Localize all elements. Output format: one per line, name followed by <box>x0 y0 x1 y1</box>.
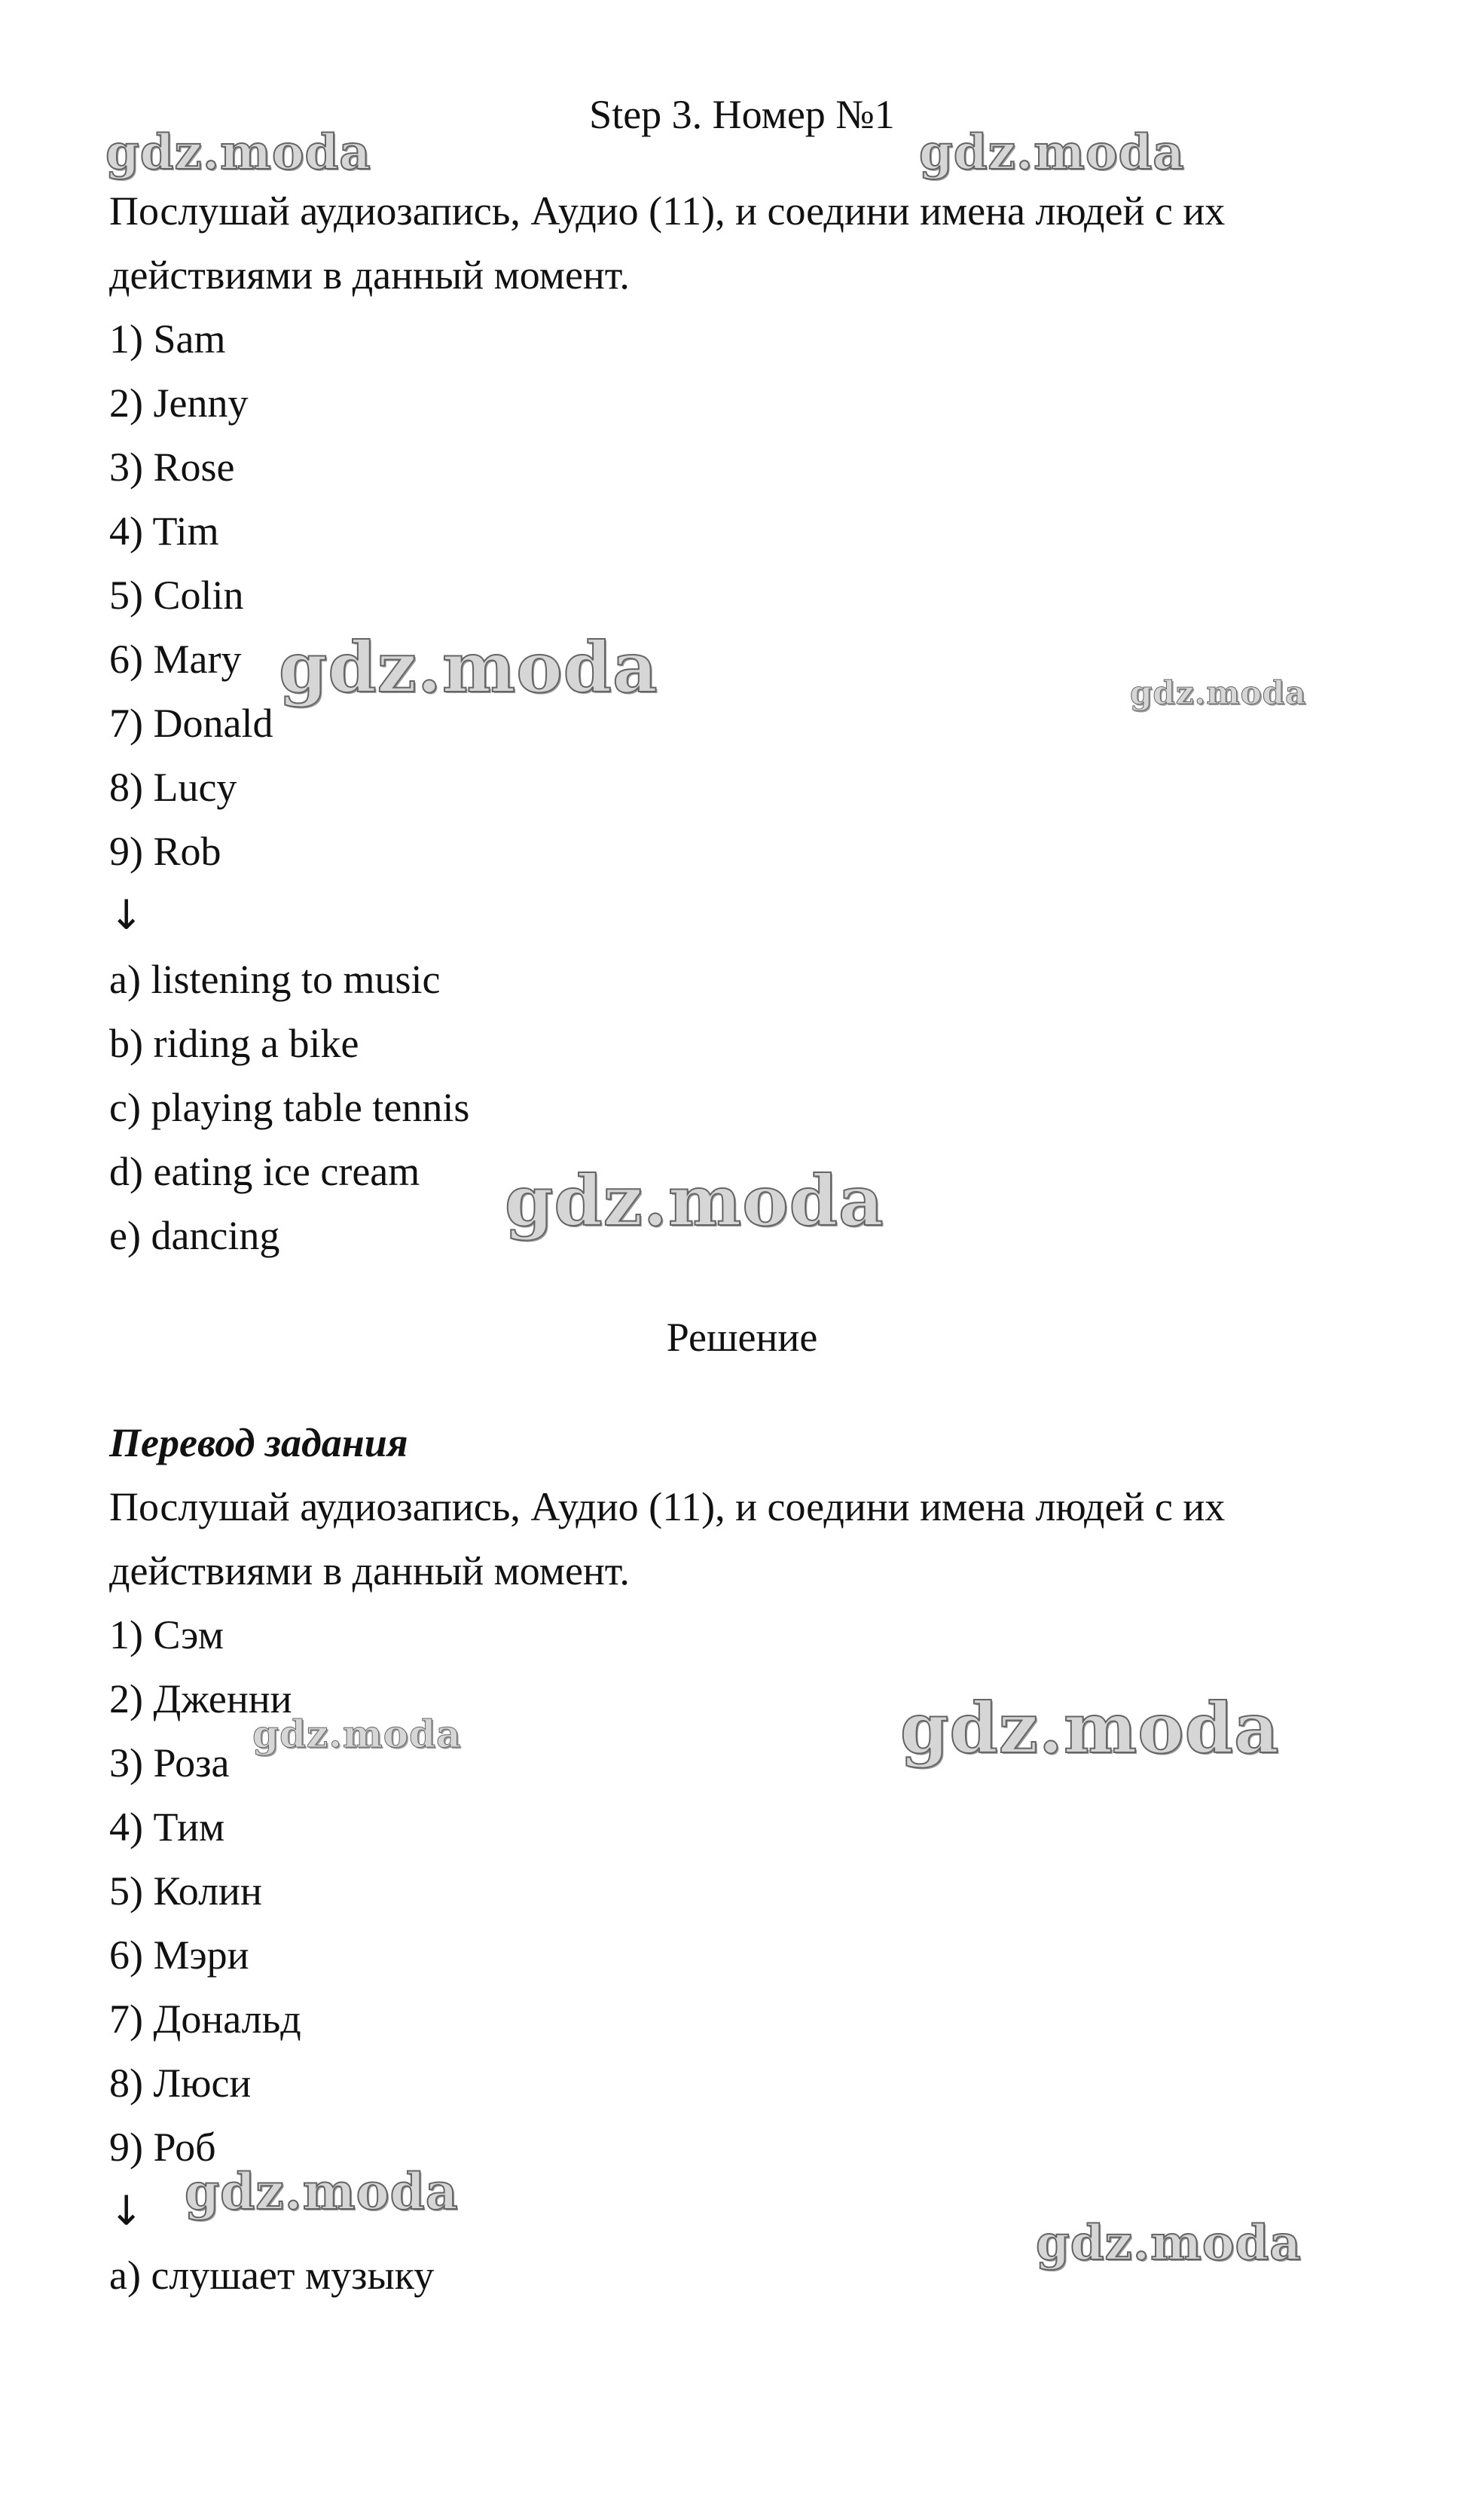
action-item: c) playing table tennis <box>109 1085 470 1130</box>
translated-name-item: 1) Сэм <box>109 1612 224 1657</box>
action-item: e) dancing <box>109 1213 280 1258</box>
watermark-logo: gdz.moda <box>185 2162 459 2221</box>
watermark-logo: gdz.moda <box>279 627 658 708</box>
page-title: Step 3. Номер №1 <box>589 92 895 137</box>
translation-prompt-line-2: действиями в данный момент. <box>109 1548 630 1593</box>
task-prompt-line-1: Послушай аудиозапись, Аудио (11), и соедини имена людей с их <box>109 188 1226 234</box>
name-item: 5) Colin <box>109 573 244 618</box>
task-prompt-line-2: действиями в данный момент. <box>109 252 630 298</box>
translated-name-item: 6) Мэри <box>109 1932 249 1978</box>
name-item: 6) Mary <box>109 637 242 682</box>
translated-name-item: 9) Роб <box>109 2125 216 2170</box>
action-item: d) eating ice cream <box>109 1149 420 1194</box>
name-item: 2) Jenny <box>109 380 249 426</box>
translated-name-item: 2) Дженни <box>109 1676 292 1721</box>
watermark-logo: gdz.moda <box>919 124 1185 181</box>
translated-name-item: 7) Дональд <box>109 1996 301 2042</box>
translated-name-item: 3) Роза <box>109 1740 230 1786</box>
action-item: a) listening to music <box>109 957 441 1002</box>
watermark-logo: gdz.moda <box>505 1160 884 1242</box>
watermark-logo: gdz.moda <box>252 1712 462 1756</box>
name-item: 3) Rose <box>109 444 235 490</box>
translation-heading: Перевод задания <box>109 1420 408 1465</box>
watermark-logo: gdz.moda <box>1036 2215 1302 2271</box>
watermark-logo: gdz.moda <box>900 1688 1280 1769</box>
solution-heading: Решение <box>666 1315 818 1360</box>
translated-name-item: 8) Люси <box>109 2060 252 2106</box>
action-item: b) riding a bike <box>109 1021 359 1066</box>
translated-action-item: а) слушает музыку <box>109 2253 435 2298</box>
watermark-logo: gdz.moda <box>1130 674 1307 711</box>
watermark-logo: gdz.moda <box>105 124 371 181</box>
name-item: 4) Tim <box>109 509 219 554</box>
translated-name-item: 4) Тим <box>109 1804 225 1850</box>
name-item: 9) Rob <box>109 829 221 874</box>
name-item: 1) Sam <box>109 316 226 362</box>
down-arrow-icon: ↓ <box>109 891 144 939</box>
down-arrow-icon: ↓ <box>109 2187 144 2235</box>
translated-name-item: 5) Колин <box>109 1868 262 1914</box>
name-item: 8) Lucy <box>109 765 237 810</box>
translation-prompt-line-1: Послушай аудиозапись, Аудио (11), и соедини имена людей с их <box>109 1484 1226 1529</box>
name-item: 7) Donald <box>109 701 273 746</box>
